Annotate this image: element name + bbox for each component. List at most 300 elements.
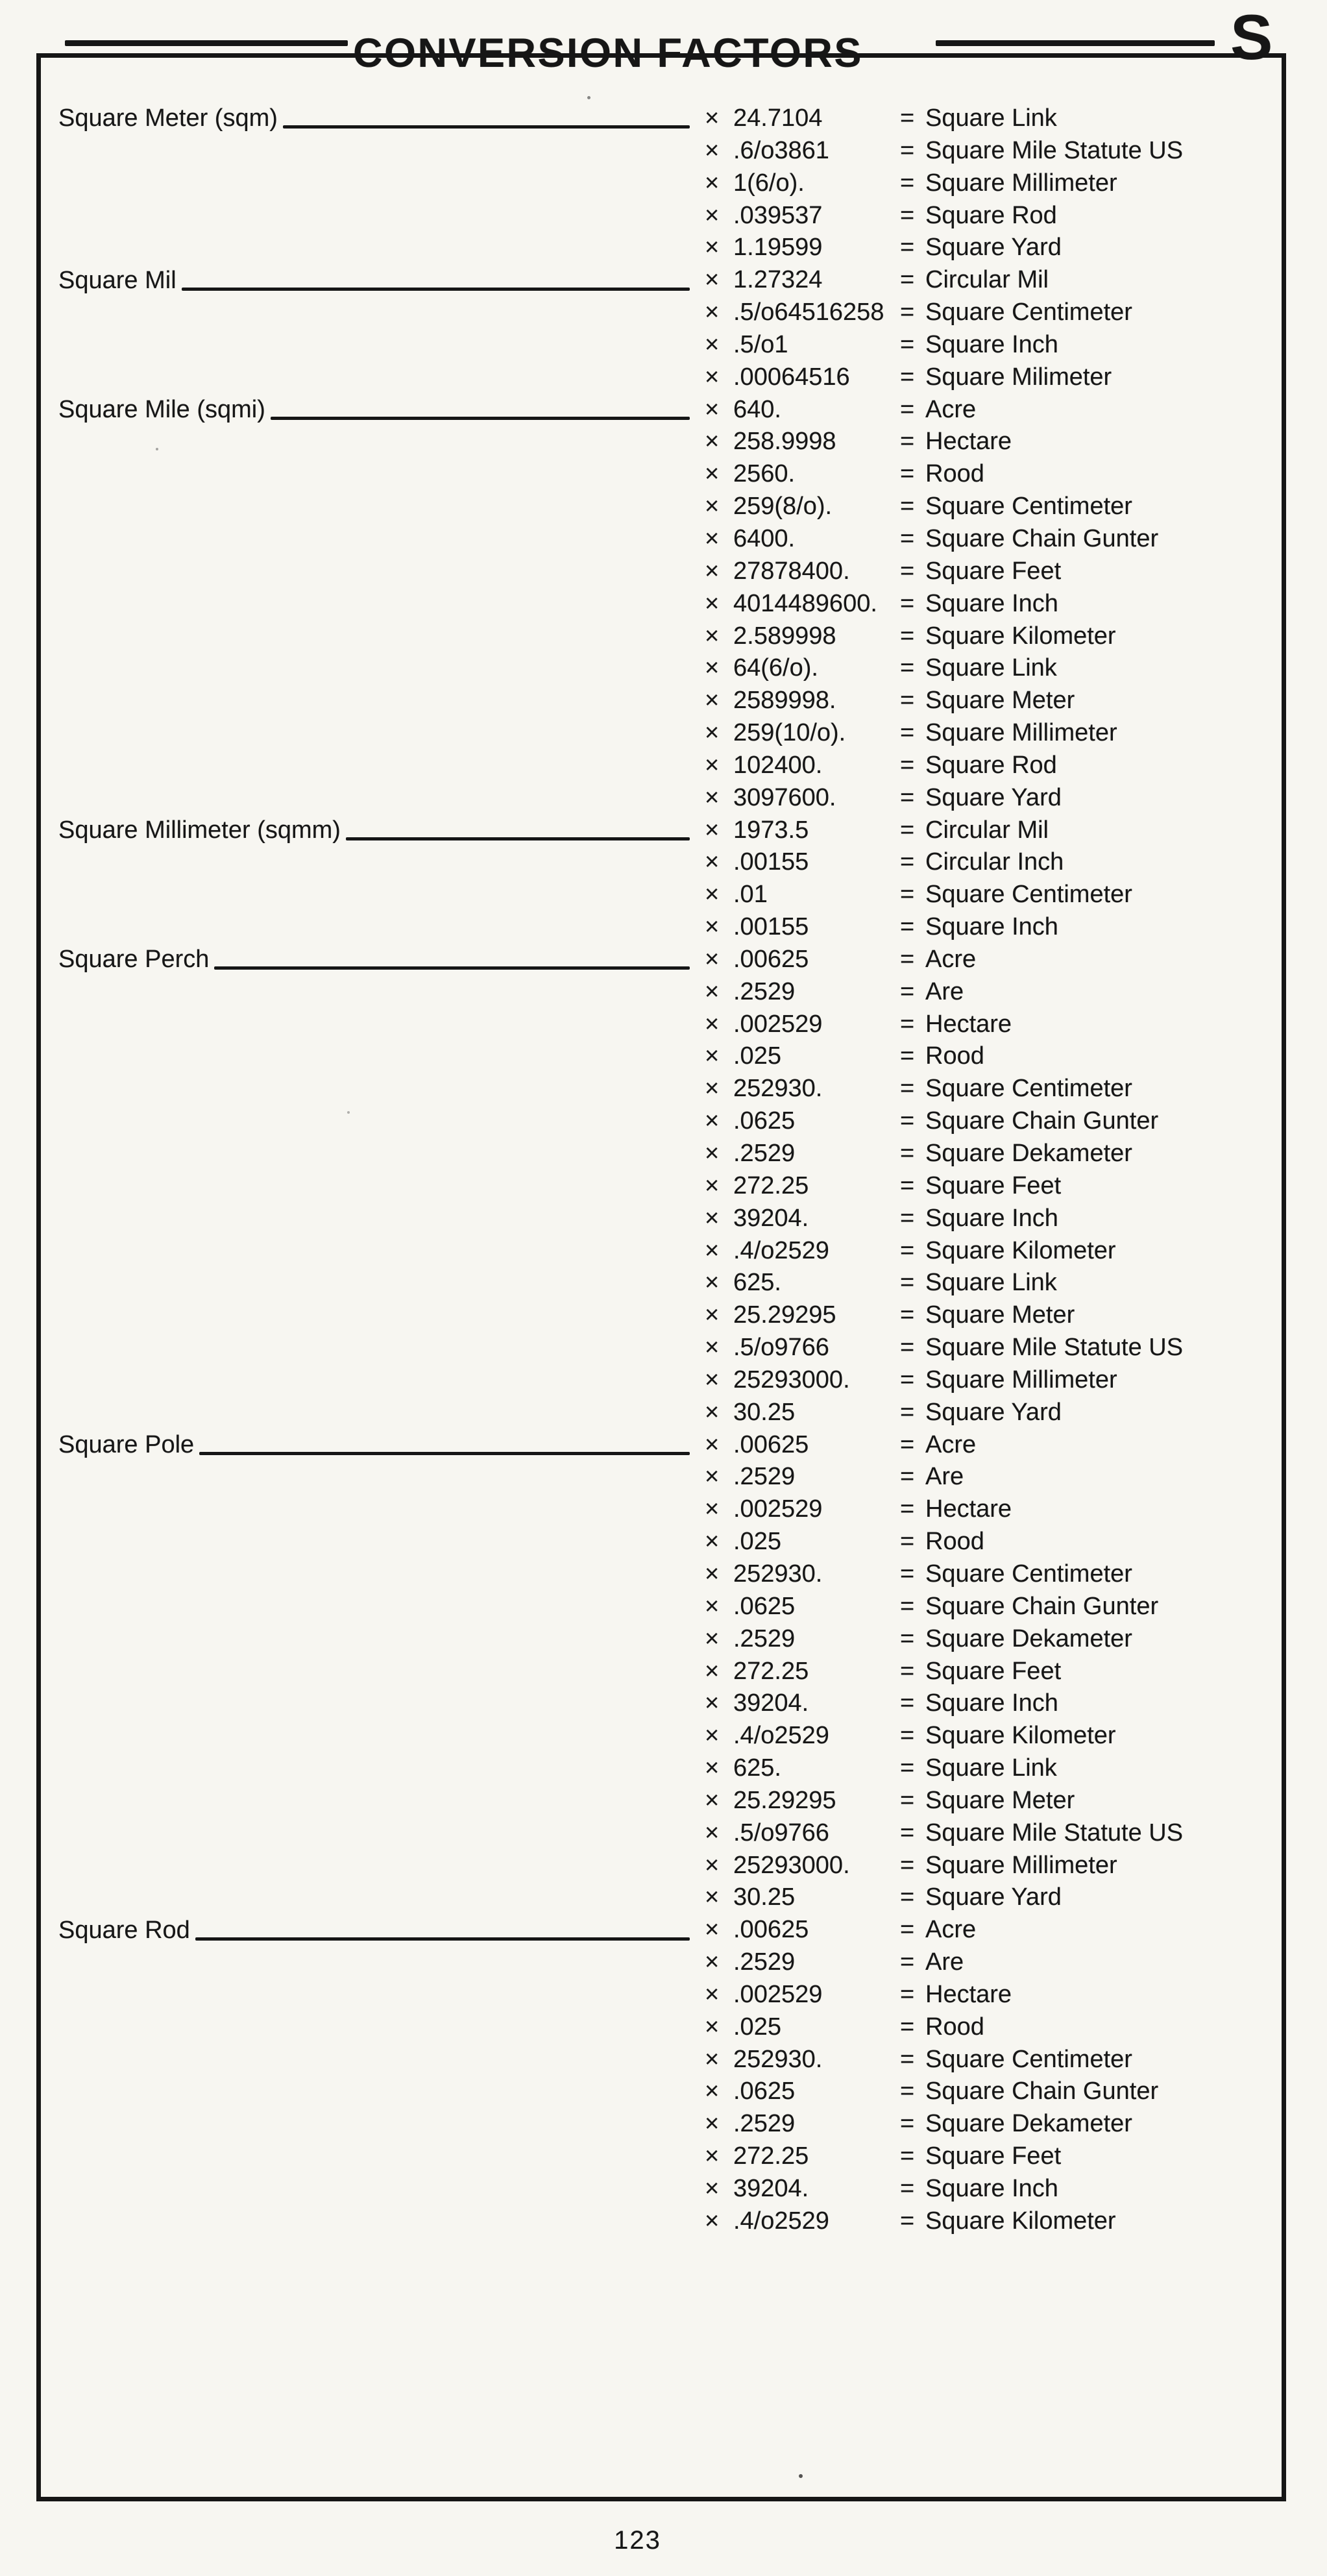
multiply-sign: × (705, 493, 720, 521)
multiply-sign: × (705, 1948, 720, 1976)
equals-sign: = (900, 1366, 915, 1393)
result-unit: Circular Inch (925, 848, 1064, 876)
conversion-factor: .002529 (733, 1980, 823, 2008)
conversion-factor: 2.589998 (733, 622, 836, 650)
equals-sign: = (900, 2078, 915, 2105)
result-unit: Square Mile Statute US (925, 1334, 1184, 1362)
result-unit: Are (925, 1463, 964, 1491)
table-row (0, 815, 1327, 847)
conversion-factor: .039537 (733, 201, 823, 229)
equals-sign: = (900, 363, 915, 391)
table-row (0, 1073, 1327, 1105)
equals-sign: = (900, 1883, 915, 1911)
source-unit-cell (58, 103, 698, 135)
scan-speck (587, 96, 590, 99)
equals-sign: = (900, 1236, 915, 1264)
table-row (0, 846, 1327, 879)
multiply-sign: × (705, 1366, 720, 1393)
multiply-sign: × (705, 1851, 720, 1879)
table-row (0, 944, 1327, 976)
leader-line (214, 966, 690, 970)
result-unit: Circular Mil (925, 266, 1049, 294)
equals-sign: = (900, 299, 915, 326)
multiply-sign: × (705, 428, 720, 456)
header-rule-left (65, 40, 348, 46)
multiply-sign: × (705, 524, 720, 552)
table-row (0, 167, 1327, 200)
result-unit: Square Mile Statute US (925, 1819, 1184, 1846)
table-row (0, 717, 1327, 750)
table-row (0, 556, 1327, 588)
table-row (0, 297, 1327, 329)
source-unit-label: Square Millimeter (sqmm) (58, 816, 341, 844)
equals-sign: = (900, 1592, 915, 1620)
table-row (0, 329, 1327, 362)
table-row (0, 135, 1327, 167)
multiply-sign: × (705, 654, 720, 682)
conversion-factor: .4/o2529 (733, 2207, 829, 2235)
table-row (0, 1397, 1327, 1429)
multiply-sign: × (705, 1592, 720, 1620)
equals-sign: = (900, 2207, 915, 2235)
table-row (0, 103, 1327, 135)
multiply-sign: × (705, 330, 720, 358)
equals-sign: = (900, 136, 915, 164)
multiply-sign: × (705, 1560, 720, 1588)
multiply-sign: × (705, 2110, 720, 2138)
source-unit-cell (58, 815, 698, 847)
table-row (0, 1105, 1327, 1138)
equals-sign: = (900, 1430, 915, 1458)
result-unit: Square Inch (925, 913, 1058, 941)
equals-sign: = (900, 428, 915, 456)
equals-sign: = (900, 2175, 915, 2202)
result-unit: Are (925, 1948, 964, 1976)
equals-sign: = (900, 2013, 915, 2041)
multiply-sign: × (705, 104, 720, 132)
multiply-sign: × (705, 1980, 720, 2008)
source-unit-label: Square Mile (sqmi) (58, 396, 265, 424)
equals-sign: = (900, 1819, 915, 1846)
conversion-factor: 39204. (733, 1689, 809, 1717)
equals-sign: = (900, 1657, 915, 1685)
table-row (0, 362, 1327, 394)
result-unit: Hectare (925, 1980, 1012, 2008)
equals-sign: = (900, 654, 915, 682)
multiply-sign: × (705, 1883, 720, 1911)
result-unit: Square Milimeter (925, 363, 1112, 391)
equals-sign: = (900, 2045, 915, 2073)
result-unit: Square Centimeter (925, 299, 1132, 326)
conversion-factor: 272.25 (733, 2142, 809, 2170)
table-row (0, 911, 1327, 944)
multiply-sign: × (705, 1528, 720, 1556)
equals-sign: = (900, 460, 915, 488)
table-row (0, 685, 1327, 717)
source-unit-label: Square Pole (58, 1431, 195, 1459)
equals-sign: = (900, 783, 915, 811)
multiply-sign: × (705, 977, 720, 1005)
table-row (0, 1009, 1327, 1041)
result-unit: Square Millimeter (925, 719, 1117, 747)
multiply-sign: × (705, 1495, 720, 1523)
result-unit: Square Kilometer (925, 1722, 1116, 1750)
table-row (0, 1138, 1327, 1170)
conversion-factor: 1(6/o). (733, 169, 805, 197)
multiply-sign: × (705, 2045, 720, 2073)
multiply-sign: × (705, 234, 720, 262)
multiply-sign: × (705, 1204, 720, 1232)
conversion-factor: 625. (733, 1269, 781, 1297)
multiply-sign: × (705, 1398, 720, 1426)
table-row (0, 1785, 1327, 1817)
multiply-sign: × (705, 1819, 720, 1846)
table-row (0, 491, 1327, 523)
conversion-factor: .5/o64516258 (733, 299, 884, 326)
table-row (0, 2044, 1327, 2076)
conversion-factor: 39204. (733, 2175, 809, 2202)
multiply-sign: × (705, 2013, 720, 2041)
conversion-factor: 625. (733, 1754, 781, 1782)
result-unit: Hectare (925, 1010, 1012, 1038)
equals-sign: = (900, 1560, 915, 1588)
source-unit-cell (58, 264, 698, 297)
table-row (0, 523, 1327, 556)
equals-sign: = (900, 719, 915, 747)
table-row (0, 1493, 1327, 1526)
result-unit: Square Link (925, 1269, 1057, 1297)
conversion-factor: 24.7104 (733, 104, 823, 132)
leader-line (271, 417, 690, 420)
conversion-factor: .5/o1 (733, 330, 788, 358)
multiply-sign: × (705, 1010, 720, 1038)
equals-sign: = (900, 1010, 915, 1038)
result-unit: Square Chain Gunter (925, 1107, 1159, 1135)
conversion-factor: .002529 (733, 1495, 823, 1523)
conversion-factor: 39204. (733, 1204, 809, 1232)
table-row (0, 1040, 1327, 1073)
source-unit-label: Square Mil (58, 266, 177, 294)
result-unit: Acre (925, 395, 977, 423)
leader-line (346, 837, 690, 840)
multiply-sign: × (705, 1463, 720, 1491)
result-unit: Square Meter (925, 1786, 1075, 1814)
result-unit: Rood (925, 2013, 984, 2041)
equals-sign: = (900, 977, 915, 1005)
table-row (0, 976, 1327, 1009)
page-title: CONVERSION FACTORS (353, 31, 863, 77)
table-row (0, 1914, 1327, 1946)
equals-sign: = (900, 1916, 915, 1944)
result-unit: Circular Mil (925, 816, 1049, 844)
conversion-factor: .0625 (733, 2078, 796, 2105)
table-row (0, 1235, 1327, 1268)
multiply-sign: × (705, 1301, 720, 1329)
result-unit: Square Inch (925, 2175, 1058, 2202)
table-row (0, 426, 1327, 458)
equals-sign: = (900, 1334, 915, 1362)
result-unit: Square Link (925, 654, 1057, 682)
equals-sign: = (900, 1463, 915, 1491)
table-row (0, 1623, 1327, 1656)
result-unit: Square Yard (925, 783, 1062, 811)
table-row (0, 1720, 1327, 1752)
conversion-factor: .002529 (733, 1010, 823, 1038)
multiply-sign: × (705, 913, 720, 941)
conversion-factor: 25293000. (733, 1851, 850, 1879)
conversion-factor: 259(10/o). (733, 719, 846, 747)
multiply-sign: × (705, 719, 720, 747)
result-unit: Square Link (925, 1754, 1057, 1782)
conversion-factor: .025 (733, 1042, 781, 1070)
equals-sign: = (900, 1204, 915, 1232)
equals-sign: = (900, 1625, 915, 1652)
result-unit: Square Inch (925, 1204, 1058, 1232)
source-unit-cell (58, 1914, 698, 1946)
conversion-factor: 102400. (733, 751, 823, 779)
multiply-sign: × (705, 945, 720, 973)
source-unit-cell (58, 394, 698, 426)
multiply-sign: × (705, 201, 720, 229)
result-unit: Square Dekameter (925, 1140, 1132, 1167)
equals-sign: = (900, 1722, 915, 1750)
result-unit: Square Centimeter (925, 1075, 1132, 1103)
multiply-sign: × (705, 1625, 720, 1652)
conversion-factor: 25.29295 (733, 1786, 836, 1814)
result-unit: Square Dekameter (925, 2110, 1132, 2138)
multiply-sign: × (705, 622, 720, 650)
multiply-sign: × (705, 848, 720, 876)
equals-sign: = (900, 1786, 915, 1814)
conversion-factor: .025 (733, 1528, 781, 1556)
scan-speck (347, 1111, 350, 1114)
table-row (0, 2108, 1327, 2141)
conversion-factor: 27878400. (733, 557, 850, 585)
equals-sign: = (900, 1528, 915, 1556)
multiply-sign: × (705, 1042, 720, 1070)
conversion-factor: 252930. (733, 1075, 823, 1103)
table-row (0, 2076, 1327, 2108)
conversion-factor: 258.9998 (733, 428, 836, 456)
equals-sign: = (900, 913, 915, 941)
scan-speck (156, 448, 158, 450)
table-row (0, 1203, 1327, 1235)
result-unit: Square Dekameter (925, 1625, 1132, 1652)
result-unit: Square Inch (925, 589, 1058, 617)
conversion-factor: 2589998. (733, 687, 836, 715)
equals-sign: = (900, 1301, 915, 1329)
table-row (0, 264, 1327, 297)
conversion-factor: .00064516 (733, 363, 850, 391)
multiply-sign: × (705, 2207, 720, 2235)
header-rule-right (936, 40, 1215, 46)
table-row (0, 200, 1327, 232)
equals-sign: = (900, 881, 915, 909)
table-row (0, 1332, 1327, 1364)
multiply-sign: × (705, 1107, 720, 1135)
result-unit: Acre (925, 1916, 977, 1944)
equals-sign: = (900, 1398, 915, 1426)
source-unit-label: Square Meter (sqm) (58, 104, 278, 132)
result-unit: Square Chain Gunter (925, 1592, 1159, 1620)
equals-sign: = (900, 524, 915, 552)
multiply-sign: × (705, 1689, 720, 1717)
result-unit: Square Rod (925, 751, 1057, 779)
multiply-sign: × (705, 1334, 720, 1362)
table-row (0, 1299, 1327, 1332)
equals-sign: = (900, 2110, 915, 2138)
conversion-factor: 640. (733, 395, 781, 423)
multiply-sign: × (705, 1171, 720, 1199)
table-row (0, 394, 1327, 426)
conversion-factor: .6/o3861 (733, 136, 829, 164)
equals-sign: = (900, 848, 915, 876)
equals-sign: = (900, 1140, 915, 1167)
conversion-factor: .00155 (733, 848, 809, 876)
equals-sign: = (900, 330, 915, 358)
conversion-factor: .025 (733, 2013, 781, 2041)
multiply-sign: × (705, 1754, 720, 1782)
table-row (0, 2173, 1327, 2205)
equals-sign: = (900, 2142, 915, 2170)
conversion-factor: 30.25 (733, 1398, 796, 1426)
result-unit: Square Kilometer (925, 622, 1116, 650)
multiply-sign: × (705, 687, 720, 715)
multiply-sign: × (705, 751, 720, 779)
equals-sign: = (900, 687, 915, 715)
result-unit: Square Kilometer (925, 2207, 1116, 2235)
conversion-factor: 252930. (733, 2045, 823, 2073)
multiply-sign: × (705, 299, 720, 326)
equals-sign: = (900, 234, 915, 262)
result-unit: Square Feet (925, 1657, 1062, 1685)
table-row (0, 620, 1327, 653)
conversion-factor: 2560. (733, 460, 796, 488)
equals-sign: = (900, 1754, 915, 1782)
multiply-sign: × (705, 589, 720, 617)
table-row (0, 1752, 1327, 1785)
conversion-factor: .01 (733, 881, 768, 909)
table-row (0, 1267, 1327, 1299)
multiply-sign: × (705, 1786, 720, 1814)
multiply-sign: × (705, 395, 720, 423)
scan-speck (799, 2474, 803, 2478)
conversion-factor: .5/o9766 (733, 1334, 829, 1362)
multiply-sign: × (705, 783, 720, 811)
conversion-factor: .00625 (733, 945, 809, 973)
conversion-factor: 1.27324 (733, 266, 823, 294)
table-row (0, 1364, 1327, 1397)
table-row (0, 1850, 1327, 1882)
conversion-factor: .4/o2529 (733, 1236, 829, 1264)
multiply-sign: × (705, 2175, 720, 2202)
equals-sign: = (900, 201, 915, 229)
leader-line (199, 1452, 690, 1455)
conversion-factor: 272.25 (733, 1657, 809, 1685)
conversion-factor: .2529 (733, 1463, 796, 1491)
result-unit: Square Feet (925, 2142, 1062, 2170)
result-unit: Rood (925, 1528, 984, 1556)
equals-sign: = (900, 1107, 915, 1135)
conversion-factor: 64(6/o). (733, 654, 818, 682)
equals-sign: = (900, 589, 915, 617)
equals-sign: = (900, 557, 915, 585)
result-unit: Square Feet (925, 557, 1062, 585)
result-unit: Rood (925, 1042, 984, 1070)
conversion-factor: .5/o9766 (733, 1819, 829, 1846)
equals-sign: = (900, 169, 915, 197)
result-unit: Hectare (925, 428, 1012, 456)
conversion-factor: .00625 (733, 1916, 809, 1944)
result-unit: Square Inch (925, 1689, 1058, 1717)
equals-sign: = (900, 1269, 915, 1297)
table-row (0, 782, 1327, 815)
conversion-factor: 1.19599 (733, 234, 823, 262)
equals-sign: = (900, 104, 915, 132)
result-unit: Square Yard (925, 234, 1062, 262)
conversion-factor: 4014489600. (733, 589, 877, 617)
equals-sign: = (900, 1948, 915, 1976)
table-row (0, 1817, 1327, 1850)
result-unit: Square Kilometer (925, 1236, 1116, 1264)
table-row (0, 1591, 1327, 1623)
multiply-sign: × (705, 1430, 720, 1458)
multiply-sign: × (705, 1269, 720, 1297)
conversion-factor: 25.29295 (733, 1301, 836, 1329)
multiply-sign: × (705, 460, 720, 488)
conversion-factor: .00625 (733, 1430, 809, 1458)
source-unit-label: Square Rod (58, 1916, 190, 1944)
table-row (0, 1558, 1327, 1591)
equals-sign: = (900, 1075, 915, 1103)
table-row (0, 652, 1327, 685)
multiply-sign: × (705, 1916, 720, 1944)
multiply-sign: × (705, 363, 720, 391)
conversion-factor: 6400. (733, 524, 796, 552)
equals-sign: = (900, 1689, 915, 1717)
result-unit: Acre (925, 945, 977, 973)
result-unit: Square Centimeter (925, 1560, 1132, 1588)
multiply-sign: × (705, 1140, 720, 1167)
multiply-sign: × (705, 2142, 720, 2170)
result-unit: Square Yard (925, 1398, 1062, 1426)
result-unit: Square Centimeter (925, 881, 1132, 909)
table-row (0, 1429, 1327, 1462)
table-row (0, 1461, 1327, 1493)
equals-sign: = (900, 1042, 915, 1070)
table-row (0, 458, 1327, 491)
table-row (0, 2011, 1327, 2044)
conversion-factor: .2529 (733, 1948, 796, 1976)
result-unit: Square Meter (925, 687, 1075, 715)
page-number: 123 (614, 2526, 661, 2555)
conversion-factor: 3097600. (733, 783, 836, 811)
conversion-factor: .2529 (733, 2110, 796, 2138)
leader-line (182, 288, 690, 291)
equals-sign: = (900, 1171, 915, 1199)
multiply-sign: × (705, 881, 720, 909)
conversion-factor: 1973.5 (733, 816, 809, 844)
equals-sign: = (900, 1495, 915, 1523)
result-unit: Square Chain Gunter (925, 524, 1159, 552)
equals-sign: = (900, 816, 915, 844)
result-unit: Square Yard (925, 1883, 1062, 1911)
result-unit: Square Centimeter (925, 493, 1132, 521)
conversion-factor: .0625 (733, 1107, 796, 1135)
equals-sign: = (900, 1851, 915, 1879)
result-unit: Square Chain Gunter (925, 2078, 1159, 2105)
conversion-factor: 272.25 (733, 1171, 809, 1199)
